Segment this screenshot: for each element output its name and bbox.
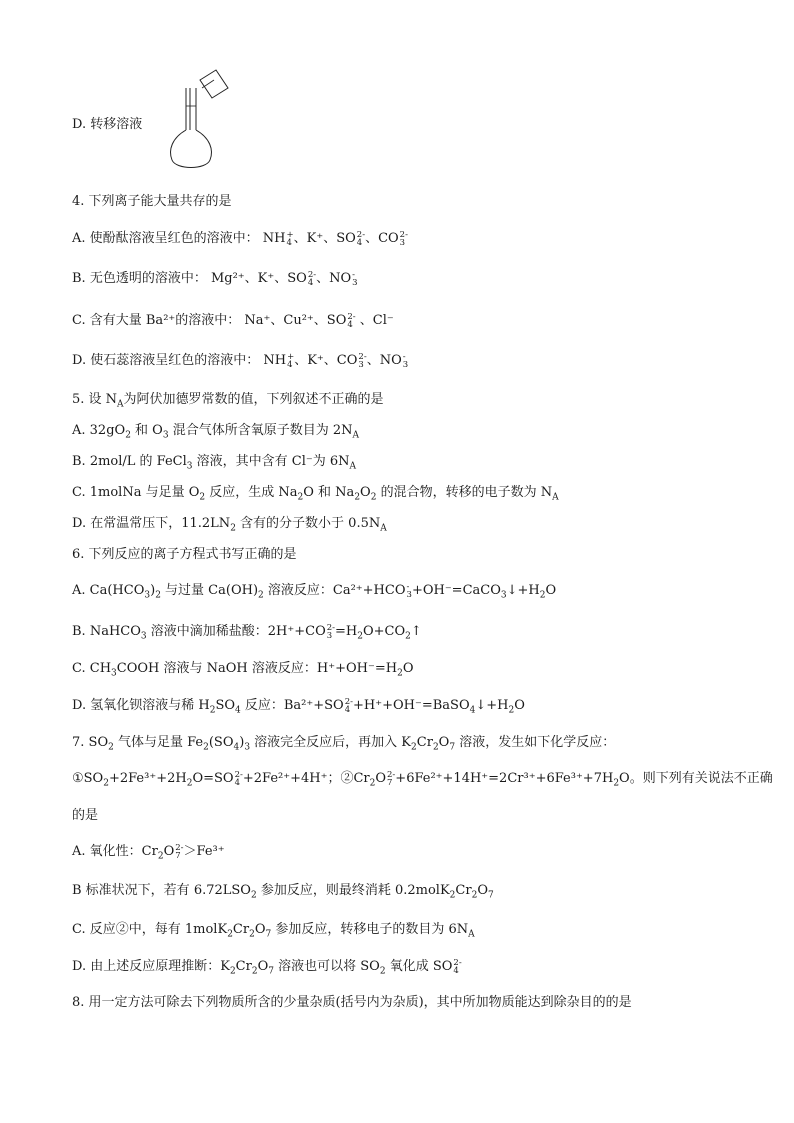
q5-option-b: B. 2mol/L 的 FeCl$_3$ 溶液，其中含有 Cl⁻为 $6N_A$ xyxy=(72,454,357,472)
q7-reactions: $①SO_2+2Fe^{3+}+2H_2O=SO$ 2- 4 +2Fe²⁺+4H⁺；$②Cr_2O$ 2- 7 $+6Fe^{2+}+14H^+=2Cr^{3+}+6Fe^{3+}+7H_2O$。则下列有关说法不正确 xyxy=(72,769,773,789)
q6-option-a: A. $Ca(HCO_3)_2$ 与过量 $Ca(OH)_2$ 溶液反应：Ca²⁺+HCO - 3 $+OH^-=CaCO_3↓+H_2O$ xyxy=(72,581,557,601)
q4-option-b: B. 无色透明的溶液中： Mg²⁺、K⁺、SO 2- 4 、NO - 3 xyxy=(72,269,358,288)
q4-stem: 4. 下列离子能大量共存的是 xyxy=(72,194,232,209)
volumetric-flask-pouring-illustration xyxy=(166,66,236,178)
q5-stem: 5. 设 $N_A$为阿伏加德罗常数的值，下列叙述不正确的是 xyxy=(72,392,384,410)
q7-option-a: A. 氧化性：$Cr_2O$ 2- 7 ＞Fe³⁺ xyxy=(72,842,225,862)
q7-stem-tail: 的是 xyxy=(72,808,99,823)
q6-option-d: D. 氢氧化钡溶液与稀 $H_2SO_4$ 反应：Ba²⁺+SO 2- 4 $+H^++OH^-=BaSO_4↓+H_2O$ xyxy=(72,696,525,716)
q5-option-d: D. 在常温常压下，$11.2LN_2$ 含有的分子数小于 $0.5N_A$ xyxy=(72,516,387,534)
q4-option-c: C. 含有大量 Ba²⁺的溶液中： Na⁺、Cu²⁺、SO 2- 4 、Cl⁻ xyxy=(72,311,394,330)
q3-option-d: D. 转移溶液 xyxy=(72,117,143,132)
beaker-icon xyxy=(200,70,228,98)
q8-stem: 8. 用一定方法可除去下列物质所含的少量杂质(括号内为杂质)，其中所加物质能达到除杂目的的是 xyxy=(72,995,632,1010)
q6-option-c: C. $CH_3COOH$ 溶液与 NaOH 溶液反应：$H^++OH^-=H_2O$ xyxy=(72,661,414,679)
flask-icon xyxy=(171,88,212,174)
q4-option-d: D. 使石蕊溶液呈红色的溶液中： NH + 4 、K⁺、CO 2- 3 、NO - 3 xyxy=(72,351,409,370)
q5-option-a: A. $32gO_2$ 和 $O_3$ 混合气体所含氧原子数目为 $2N_A$ xyxy=(72,423,360,441)
q7-option-c: C. 反应②中，每有 $1molK_2Cr_2O_7$ 参加反应，转移电子的数目为 $6N_A$ xyxy=(72,922,475,940)
q6-option-b: B. NaHCO$_3$ 溶液中滴加稀盐酸：2H⁺+CO 2- 3 $=H_2O+CO_2↑$ xyxy=(72,622,422,642)
q7-option-b: B 标准状况下，若有 $6.72LSO_2$ 参加反应，则最终消耗 $0.2molK_2Cr_2O_7$ xyxy=(72,883,494,901)
q7-option-d: D. 由上述反应原理推断：$K_2Cr_2O_7$ 溶液也可以将 $SO_2$ 氧化成 SO 2- 4 xyxy=(72,957,462,977)
q5-option-c: C. 1molNa 与足量 $O_2$ 反应，生成 $Na_2O$ 和 $Na_2O_2$ 的混合物，转移的电子数为 $N_A$ xyxy=(72,485,559,503)
q4-option-a: A. 使酚酞溶液呈红色的溶液中： NH + 4 、K⁺、SO 2- 4 、CO 2- 3 xyxy=(72,229,408,248)
q6-stem: 6. 下列反应的离子方程式书写正确的是 xyxy=(72,547,297,562)
q7-stem: 7. $SO_2$ 气体与足量 $Fe_2(SO_4)_3$ 溶液完全反应后，再加入 $K_2Cr_2O_7$ 溶液，发生如下化学反应： xyxy=(72,735,616,753)
